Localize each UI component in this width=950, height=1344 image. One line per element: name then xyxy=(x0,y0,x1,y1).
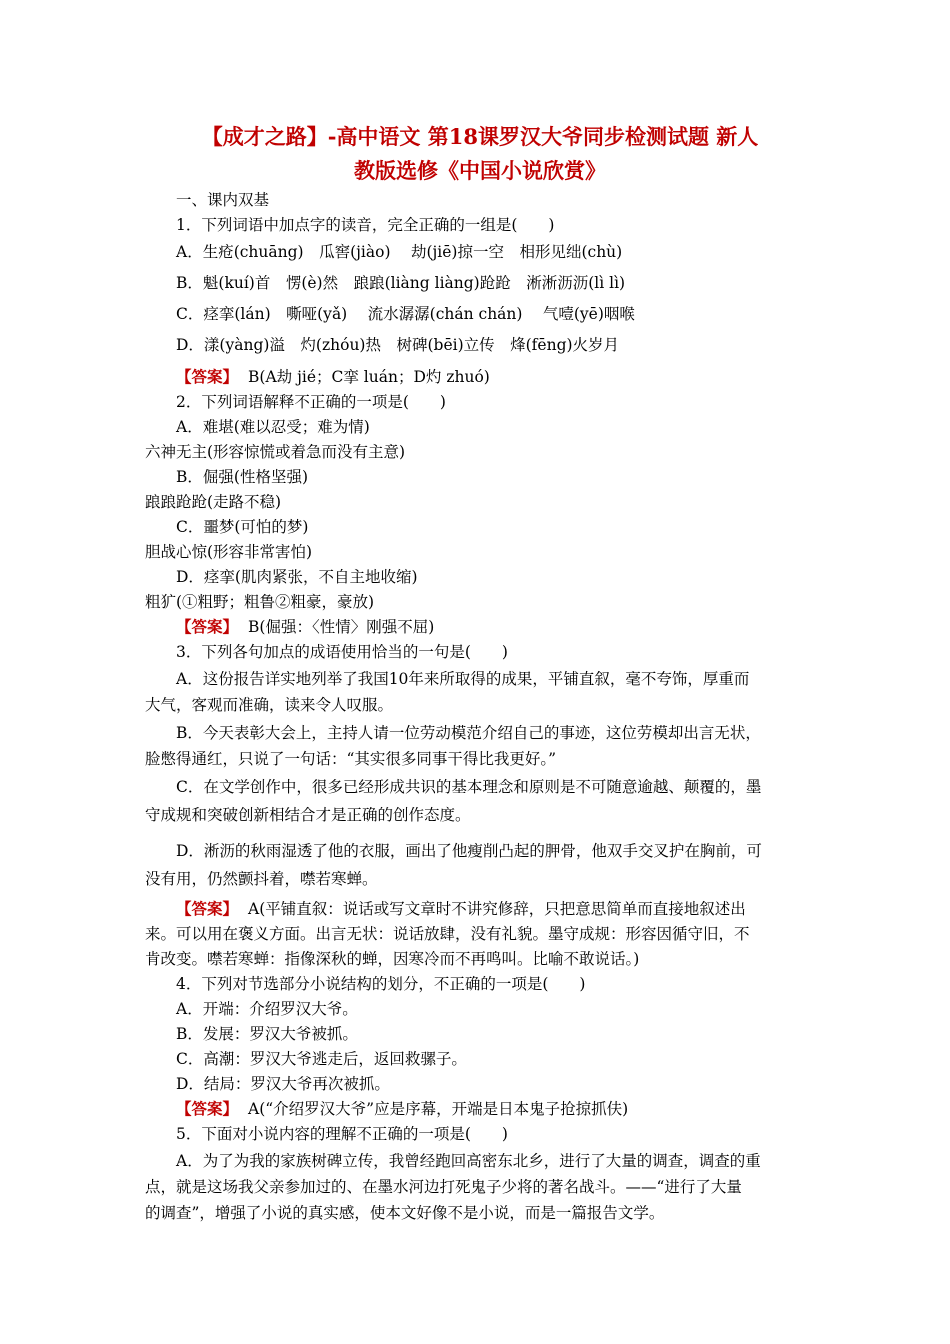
text-line xyxy=(176,241,622,263)
title-line-2: 教版选修《中国小说欣赏》 xyxy=(354,158,606,183)
text-line xyxy=(176,641,508,663)
line-text: B(倔强：〈性情〉刚强不屈) xyxy=(248,618,435,636)
text-line xyxy=(176,516,308,538)
answer-tag: 【答案】 xyxy=(176,1099,239,1118)
text-line xyxy=(145,948,639,970)
line-text: 的调查”，增强了小说的真实感，使本文好像不是小说，而是一篇报告文学。 xyxy=(145,1204,665,1222)
text-line xyxy=(176,391,446,413)
line-text: C．高潮：罗汉大爷逃走后，返回救骡子。 xyxy=(176,1050,467,1068)
title-line-1: 【成才之路】-高中语文 第18课罗汉大爷同步检测试题 新人 xyxy=(201,124,759,149)
line-text: D．痉挛(肌肉紧张，不自主地收缩) xyxy=(176,568,418,586)
text-line xyxy=(176,303,635,325)
text-line xyxy=(176,1073,390,1095)
text-line xyxy=(176,189,269,211)
line-text: 2．下列词语解释不正确的一项是( ) xyxy=(176,393,446,411)
line-text: C．痉挛(lán) 嘶哑(yǎ) 流水潺潺(chán chán) 气噎(yē)咽喉 xyxy=(176,305,635,323)
answer-tag: 【答案】 xyxy=(176,899,239,918)
line-text: B．倔强(性格坚强) xyxy=(176,468,308,486)
line-text: 一、课内双基 xyxy=(176,191,270,209)
answer-line xyxy=(176,898,746,920)
answer-tag: 【答案】 xyxy=(176,367,239,386)
text-line xyxy=(176,566,418,588)
text-line xyxy=(145,441,405,463)
answer-line xyxy=(176,616,434,638)
line-text: A．生疮(chuāng) 瓜窖(jiào) 劫(jiē)掠一空 相形见绌(chù) xyxy=(176,243,623,261)
line-text: 守成规和突破创新相结合才是正确的创作态度。 xyxy=(145,806,471,824)
text-line xyxy=(145,1202,664,1224)
line-text: A(“介绍罗汉大爷”应是序幕，开端是日本鬼子抢掠抓伕) xyxy=(248,1100,629,1118)
text-line xyxy=(176,1048,467,1070)
text-line xyxy=(176,416,370,438)
text-line xyxy=(176,1123,508,1145)
text-line xyxy=(176,334,619,356)
text-line xyxy=(176,466,308,488)
line-text: 点，就是这场我父亲参加过的、在墨水河边打死鬼子少将的著名战斗。——“进行了大量 xyxy=(145,1178,742,1196)
line-text: A．为了为我的家族树碑立传，我曾经跑回高密东北乡，进行了大量的调查，调查的重 xyxy=(176,1152,761,1170)
text-line xyxy=(176,973,585,995)
answer-line xyxy=(176,366,490,388)
text-line xyxy=(176,214,554,236)
text-line xyxy=(176,722,761,744)
text-line xyxy=(176,1023,358,1045)
line-text: 六神无主(形容惊慌或着急而没有主意) xyxy=(145,443,406,461)
line-text: A．难堪(难以忍受；难为情) xyxy=(176,418,370,436)
text-line xyxy=(176,1150,761,1172)
line-text: 1．下列词语中加点字的读音，完全正确的一组是( ) xyxy=(176,216,555,234)
text-line xyxy=(176,776,761,798)
text-line xyxy=(145,591,374,613)
text-line xyxy=(145,1176,742,1198)
line-text: 肯改变。噤若寒蝉：指像深秋的蝉，因寒冷而不再鸣叫。比喻不敢说话。) xyxy=(145,950,640,968)
line-text: 来。可以用在褒义方面。出言无状：说话放肆，没有礼貌。墨守成规：形容因循守旧，不 xyxy=(145,925,750,943)
text-line xyxy=(145,868,378,890)
text-line xyxy=(145,748,556,770)
text-line xyxy=(145,694,393,716)
line-text: 4．下列对节选部分小说结构的划分，不正确的一项是( ) xyxy=(176,975,586,993)
text-line xyxy=(145,491,281,513)
line-text: A(平铺直叙：说话或写文章时不讲究修辞，只把意思简单而直接地叙述出 xyxy=(248,900,746,918)
text-line xyxy=(176,272,625,294)
text-line xyxy=(176,840,762,862)
line-text: B．发展：罗汉大爷被抓。 xyxy=(176,1025,358,1043)
line-text: C．噩梦(可怕的梦) xyxy=(176,518,309,536)
text-line xyxy=(145,923,750,945)
line-text: 粗犷(①粗野；粗鲁②粗豪，豪放) xyxy=(145,593,375,611)
line-text: 胆战心惊(形容非常害怕) xyxy=(145,543,313,561)
text-line xyxy=(145,541,312,563)
line-text: D．淅沥的秋雨湿透了他的衣服，画出了他瘦削凸起的胛骨，他双手交叉护在胸前，可 xyxy=(176,842,762,860)
line-text: D．漾(yàng)溢 灼(zhóu)热 树碑(bēi)立传 烽(fēng)火岁月 xyxy=(176,336,620,354)
line-text: 大气，客观而准确，读来令人叹服。 xyxy=(145,696,394,714)
line-text: 脸憋得通红，只说了一句话：“其实很多同事干得比我更好。” xyxy=(145,750,557,768)
line-text: C．在文学创作中，很多已经形成共识的基本理念和原则是不可随意逾越、颠覆的，墨 xyxy=(176,778,762,796)
line-text: B．今天表彰大会上，主持人请一位劳动模范介绍自己的事迹，这位劳模却出言无状， xyxy=(176,724,761,742)
line-text: B(A劫 jié；C挛 luán；D灼 zhuó) xyxy=(248,368,490,386)
line-text: 3．下列各句加点的成语使用恰当的一句是( ) xyxy=(176,643,508,661)
line-text: D．结局：罗汉大爷再次被抓。 xyxy=(176,1075,390,1093)
text-line xyxy=(176,668,749,690)
text-line xyxy=(145,804,471,826)
line-text: B．魁(kuí)首 愣(è)然 踉踉(liàng liàng)跄跄 淅淅沥沥(lì lì) xyxy=(176,274,626,292)
line-text: 5．下面对小说内容的理解不正确的一项是( ) xyxy=(176,1125,508,1143)
line-text: A．开端：介绍罗汉大爷。 xyxy=(176,1000,358,1018)
line-text: A．这份报告详实地列举了我国10年来所取得的成果，平铺直叙，毫不夸饰，厚重而 xyxy=(176,670,750,688)
line-text: 没有用，仍然颤抖着，噤若寒蝉。 xyxy=(145,870,378,888)
page-title xyxy=(120,120,840,188)
answer-line xyxy=(176,1098,628,1120)
answer-tag: 【答案】 xyxy=(176,617,239,636)
line-text: 踉踉跄跄(走路不稳) xyxy=(145,493,282,511)
text-line xyxy=(176,998,358,1020)
